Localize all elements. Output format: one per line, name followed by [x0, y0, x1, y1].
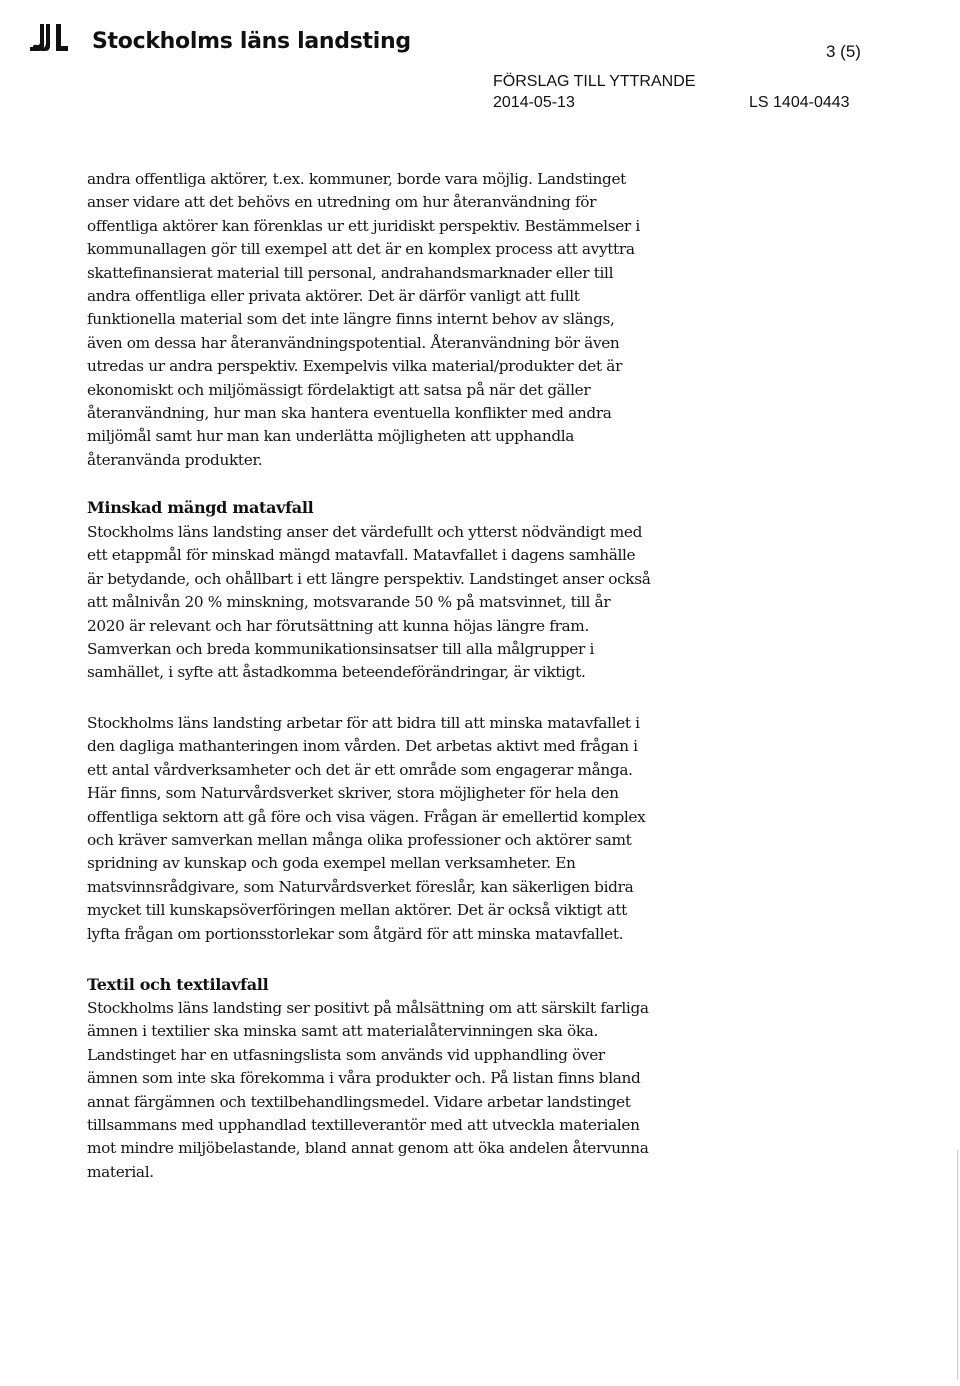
- text-line: Samverkan och breda kommunikationsinsatser till alla målgrupper i: [87, 640, 595, 659]
- text-line: annat färgämnen och textilbehandlingsmedel. Vidare arbetar landstinget: [87, 1092, 631, 1111]
- text-line: Stockholms läns landsting arbetar för att bidra till att minska matavfallet i: [87, 714, 640, 732]
- text-line: Stockholms läns landsting ser positivt på målsättning om att särskilt farliga: [87, 999, 649, 1017]
- paragraph-textil: [87, 997, 727, 1184]
- text-line: Här finns, som Naturvårdsverket skriver, stora möjligheter för hela den: [87, 784, 619, 803]
- document-type: FÖRSLAG TILL YTTRANDE: [493, 73, 696, 90]
- text-line: lyfta frågan om portionsstorlekar som åtgärd för att minska matavfallet.: [87, 924, 624, 943]
- text-line: återanvändning, hur man ska hantera eventuella konflikter med andra: [87, 404, 612, 423]
- page-number: 3 (5): [826, 42, 861, 61]
- text-line: tillsammans med upphandlad textilleverantör med att utveckla materialen: [87, 1116, 640, 1135]
- text-line: anser vidare att det behövs en utredning om hur återanvändning för: [87, 193, 597, 212]
- text-line: att målnivån 20 % minskning, motsvarande 50 % på matsvinnet, till år: [87, 593, 611, 612]
- text-line: material.: [87, 1162, 154, 1181]
- heading-textil: Textil och textilavfall: [87, 975, 269, 994]
- organization-name: Stockholms läns landsting: [92, 29, 411, 54]
- text-line: och kräver samverkan mellan många olika professioner och aktörer samt: [87, 831, 632, 850]
- text-line: ämnen som inte ska förekomma i våra produkter och. På listan finns bland: [87, 1069, 641, 1088]
- text-line: kommunallagen gör till exempel att det är en komplex process att avyttra: [87, 240, 635, 259]
- text-line: ett antal vårdverksamheter och det är ett område som engagerar många.: [87, 760, 633, 779]
- text-line: är betydande, och ohållbart i ett längre perspektiv. Landstinget anser också: [87, 569, 651, 588]
- text-line: miljömål samt hur man kan underlätta möjligheten att upphandla: [87, 427, 575, 446]
- text-line: spridning av kunskap och goda exempel mellan verksamheter. En: [87, 854, 576, 873]
- text-line: offentliga sektorn att gå före och visa vägen. Frågan är emellertid komplex: [87, 807, 646, 826]
- text-line: skattefinansierat material till personal, andrahandsmarknader eller till: [87, 263, 614, 282]
- text-line: mot mindre miljöbelastande, bland annat genom att öka andelen återvunna: [87, 1139, 649, 1158]
- text-line: utredas ur andra perspektiv. Exempelvis vilka material/produkter det är: [87, 357, 623, 376]
- text-line: ett etappmål för minskad mängd matavfall. Matavfallet i dagens samhälle: [87, 546, 636, 565]
- document-reference: LS 1404-0443: [749, 94, 850, 111]
- heading-matavfall: Minskad mängd matavfall: [87, 498, 314, 517]
- scan-edge-divider: [957, 1150, 958, 1380]
- text-line: offentliga aktörer kan förenklas ur ett juridiskt perspektiv. Bestämmelser i: [87, 216, 640, 235]
- text-line: ämnen i textilier ska minska samt att materialåtervinningen ska öka.: [87, 1022, 599, 1041]
- paragraph-matavfall-2: [87, 712, 727, 946]
- text-line: mycket till kunskapsöverföringen mellan aktörer. Det är också viktigt att: [87, 901, 627, 920]
- paragraph-intro: [87, 168, 727, 472]
- text-line: Landstinget har en utfasningslista som används vid upphandling över: [87, 1045, 605, 1064]
- text-line: andra offentliga aktörer, t.ex. kommuner, borde vara möjlig. Landstinget: [87, 170, 626, 188]
- sll-logo-icon: [30, 20, 90, 60]
- paragraph-matavfall-1: [87, 521, 727, 685]
- text-line: samhället, i syfte att åstadkomma beteendeförändringar, är viktigt.: [87, 663, 586, 682]
- text-line: Stockholms läns landsting anser det värdefullt och ytterst nödvändigt med: [87, 523, 643, 541]
- text-line: matsvinnsrådgivare, som Naturvårdsverket föreslår, kan säkerligen bidra: [87, 877, 634, 896]
- document-date: 2014-05-13: [493, 94, 575, 111]
- text-line: den dagliga mathanteringen inom vården. Det arbetas aktivt med frågan i: [87, 737, 638, 756]
- text-line: 2020 är relevant och har förutsättning att kunna höjas längre fram.: [87, 616, 589, 635]
- text-line: andra offentliga eller privata aktörer. Det är därför vanligt att fullt: [87, 287, 580, 306]
- text-line: även om dessa har återanvändningspotential. Återanvändning bör även: [87, 333, 620, 352]
- text-line: funktionella material som det inte längre finns internt behov av slängs,: [87, 310, 615, 329]
- text-line: återanvända produkter.: [87, 450, 263, 469]
- text-line: ekonomiskt och miljömässigt fördelaktigt att satsa på när det gäller: [87, 380, 591, 399]
